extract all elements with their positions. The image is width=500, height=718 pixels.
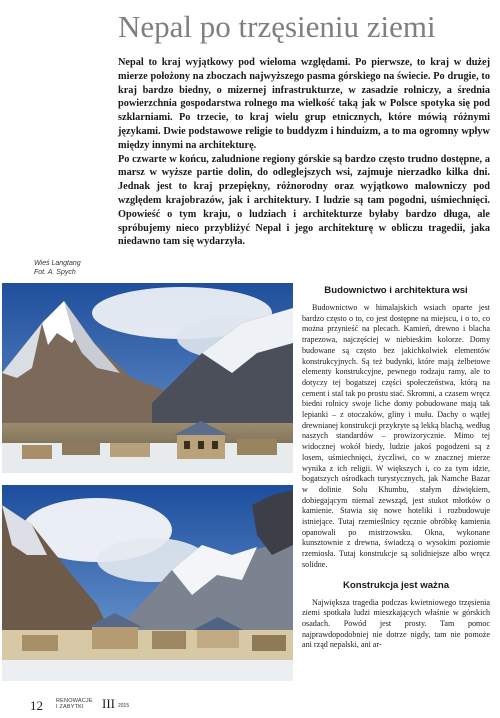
article-lead: [118, 56, 490, 249]
section-body: Budownictwo w himalajskich wsiach oparte jest bardzo często o to, co jest dostępne na miejscu, i o to, co można przynieść na plecach. Kamień, drewno i blacha trapezowa, najczęściej w niebieskim kolorze. Domy budowane są często bez jakichkolwiek elementów konstrukcyjnych. Są też budynki, które mają żelbetowe elementy konstrukcyjne, pewnego rodzaju ramy, ale to dotyczy tej bogatszej części społeczeństwa, którą na cement i stal tak po prostu stać. Skromni, a czasem wręcz biedni rolnicy swoje liche domy pobudowane mają tak lepianki – z otoczaków, gliny i mułu. Dachy o wątłej drewnianej konstrukcji przykryte są lekką blachą, według naszych standardów – prowizorycznie. Mimo tej widocznej wokół biedy, ludzie jakoś pogodzeni są z losem, uśmiechnięci, życzliwi, co w znacznej mierze wynika z ich religii. W większych i, co za tym idzie, bogatszych ośrodkach turystycznych, jak Namche Bazar w dolinie Solu Khumbu, stałym dźwiękiem, dobiegającym niemal zewsząd, jest stukot młotków o kamienie. Stawia się nowe hoteliki i rozbudowuje istniejące. Tutaj rzemieślnicy ręcznie obróbkę kamienia opanowali po mistrzowsku. Okna, wykonane kunsztownie z drewna, świadczą o wysokim poziomie rzemiosła. Tutaj konstrukcje są solidniejsze albo wręcz solidne.: [302, 303, 490, 569]
lead-paragraph: Po czwarte w końcu, zaludnione regiony górskie są bardzo często trudno dostępne, a marsz w wyższe partie dolin, do odleglejszych wsi, zajmuje nierzadko kilka dni. Jednak jest to kraj przepiękny, różnorodny oraz wyjątkowo malowniczy pod względem krajobrazów, jak i architektury. I ludzie są tam pogodni, uśmiechnięci. Opowieść o tym kraju, o ludziach i architekturze byłaby bardzo długa, ale spróbujemy nieco przybliżyć Nepal i jego architekturę w obliczu tragedii, jaka niedawno tam się wydarzyła.: [118, 153, 490, 248]
issue-year: 2015: [118, 703, 130, 709]
village-photo-bottom: [2, 485, 293, 681]
section-heading: Konstrukcja jest ważna: [342, 579, 450, 591]
photo-caption: [34, 259, 114, 277]
article-column: [302, 285, 490, 651]
caption-location: Wieś Langtang: [34, 260, 81, 267]
magazine-logo: [56, 698, 93, 710]
section-heading: Budownictwo i architektura wsi: [324, 285, 468, 296]
issue-number: III: [102, 696, 115, 711]
magazine-name-line2: I ZABYTKI: [56, 704, 84, 710]
mountain-village-image: [2, 283, 293, 473]
page-footer: [0, 694, 500, 718]
caption-credit: Fot. A. Spych: [34, 269, 76, 276]
section-body: Największa tragedia podczas kwietniowego trzęsienia ziemi spotkała ludzi mieszkających właśnie w górskich osadach. Powód jest prosty. Tam pomoc najprawdopodobniej nie dotrze nigdy, tam nie pomoże ani rząd nepalski, ani ar-: [302, 597, 490, 650]
page-number: 12: [30, 698, 43, 713]
magazine-name-line1: RENOWACJE: [56, 698, 93, 704]
article-title: Nepal po trzęsieniu ziemi: [118, 9, 436, 44]
village-photo-top: [2, 283, 293, 473]
lead-paragraph: Nepal to kraj wyjątkowy pod wieloma względami. Po pierwsze, to kraj w dużej mierze położony na zboczach najwyższego pasma górskiego na świecie. Po drugie, to kraj bardzo biedny, o mizernej infrastrukturze, w zasadzie rolniczy, a średnia powierzchnia gospodarstwa rolnego ma wielkość taką jak w Polsce spotyka się pod szklarniami. Po trzecie, to kraj wielu grup etnicznych, które mówią różnymi językami. Dwie podstawowe religie to buddyzm i hinduizm, a to ma ogromny wpływ między innymi na architekturę.: [118, 57, 490, 151]
mountain-village-image: [2, 485, 293, 681]
